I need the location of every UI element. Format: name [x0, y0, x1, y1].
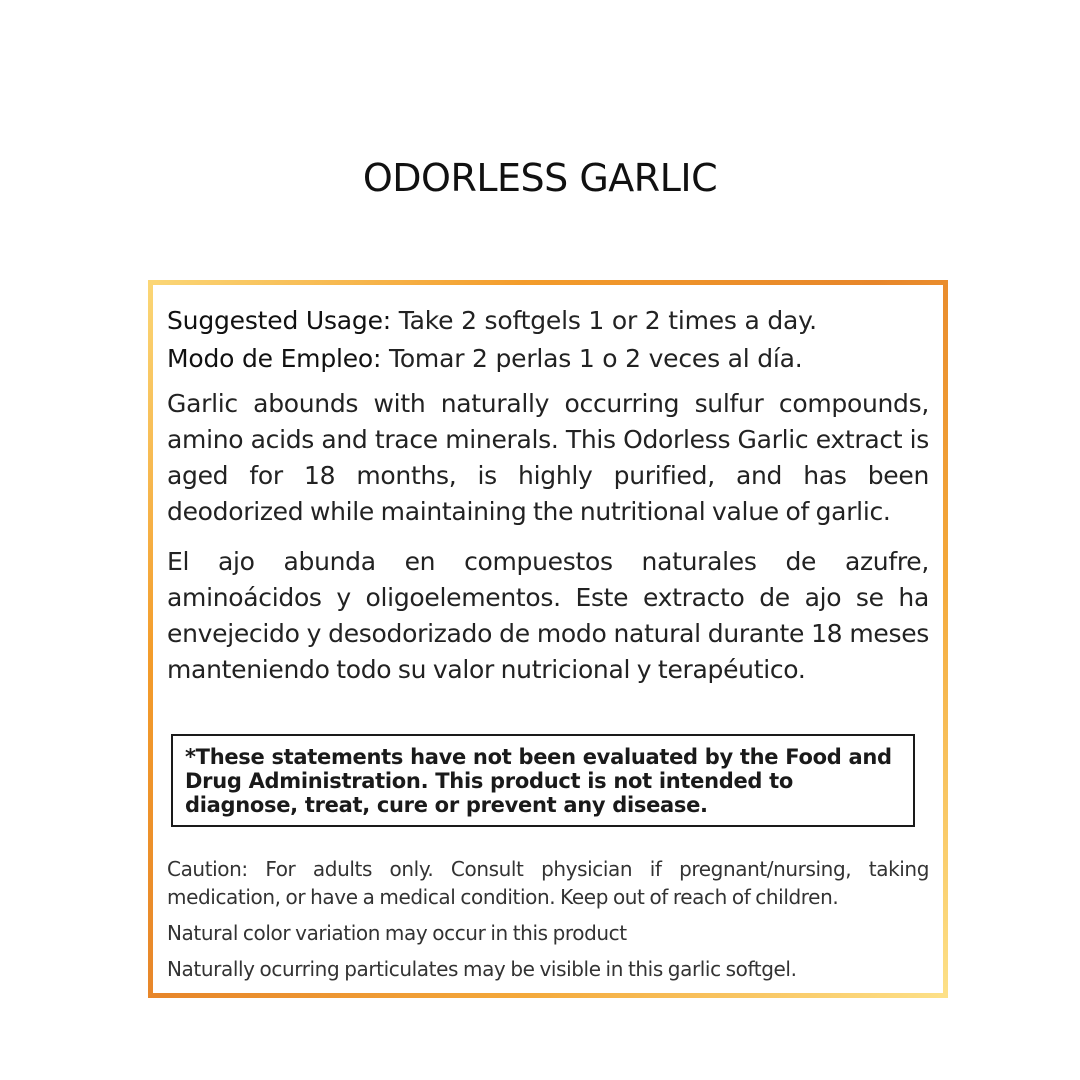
modo-de-empleo-label: Modo de Empleo:	[167, 344, 382, 373]
description-spanish: El ajo abunda en compuestos naturales de azufre, aminoácidos y oligoelementos. Este extracto de ajo se ha envejecido y desodorizado de modo natural durante 18 meses manteniendo todo su valor nutricional y terapéutico.	[167, 547, 929, 684]
suggested-usage-label: Suggested Usage:	[167, 306, 391, 335]
label-panel	[153, 285, 943, 993]
label-panel-border	[148, 280, 948, 998]
suggested-usage-line	[167, 303, 929, 339]
fda-disclaimer-box: *These statements have not been evaluated by the Food and Drug Administration. This product is not intended to diagnose, treat, cure or prevent any disease.	[171, 734, 915, 827]
particulates-note: Naturally ocurring particulates may be visible in this garlic softgel.	[167, 957, 797, 981]
caution-text: Caution: For adults only. Consult physician if pregnant/nursing, taking medication, or have a medical condition. Keep out of reach of children.	[167, 857, 929, 909]
modo-de-empleo-text: Tomar 2 perlas 1 o 2 veces al día.	[381, 344, 803, 373]
color-variation-note: Natural color variation may occur in this product	[167, 921, 627, 945]
modo-de-empleo-line	[167, 341, 929, 377]
description-english: Garlic abounds with naturally occurring sulfur compounds, amino acids and trace minerals. This Odorless Garlic extract is aged for 18 months, is highly purified, and has been deodorized while maintaining the nutritional value of garlic.	[167, 389, 929, 526]
product-title: ODORLESS GARLIC	[362, 156, 718, 200]
suggested-usage-text: Take 2 softgels 1 or 2 times a day.	[390, 306, 817, 335]
